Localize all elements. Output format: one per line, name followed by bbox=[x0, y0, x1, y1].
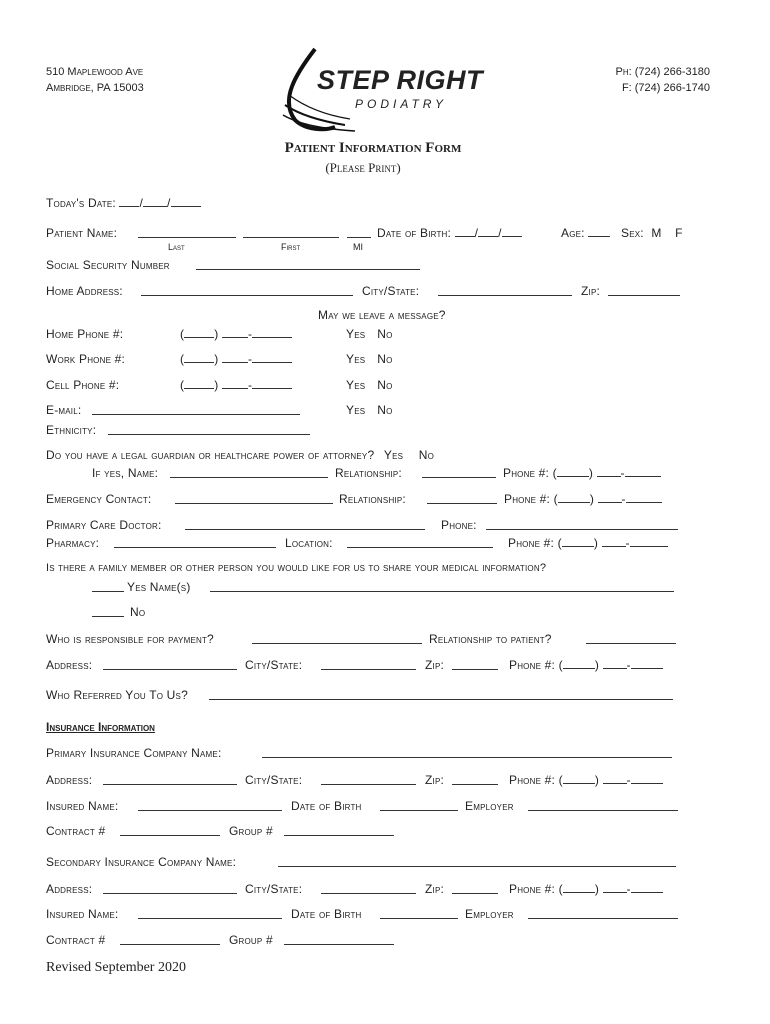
primary-ins-field[interactable] bbox=[262, 746, 672, 758]
primary-zip-field[interactable] bbox=[452, 773, 498, 785]
ethnicity-field[interactable] bbox=[108, 423, 310, 435]
mi-field[interactable] bbox=[347, 226, 371, 238]
revised-date: Revised September 2020 bbox=[46, 960, 186, 975]
secondary-phone-field[interactable]: ( ) - bbox=[559, 882, 663, 896]
secondary-dob-label: Date of Birth bbox=[291, 907, 362, 921]
sex-f-option[interactable]: F bbox=[675, 226, 683, 240]
rel-patient-field[interactable] bbox=[586, 632, 676, 644]
work-phone-field[interactable]: ( ) - bbox=[180, 352, 292, 366]
mi-label: MI bbox=[353, 242, 363, 252]
guardian-no-option[interactable]: No bbox=[418, 448, 435, 462]
primary-phone-row bbox=[509, 773, 663, 787]
resp-address-label: Address: bbox=[46, 658, 93, 672]
secondary-employer-label: Employer bbox=[465, 907, 514, 921]
resp-zip-label: Zip: bbox=[425, 658, 445, 672]
primary-employer-label: Employer bbox=[465, 799, 514, 813]
secondary-insured-field[interactable] bbox=[138, 907, 282, 919]
pharmacy-phone-label: Phone #: bbox=[508, 536, 555, 550]
secondary-city-label: City/State: bbox=[245, 882, 303, 896]
emergency-relationship-label: Relationship: bbox=[339, 492, 406, 506]
share-yes-names-label: Yes Name(s) bbox=[127, 580, 191, 594]
secondary-contract-label: Contract # bbox=[46, 933, 106, 947]
primary-employer-field[interactable] bbox=[528, 799, 678, 811]
pharmacy-field[interactable] bbox=[114, 536, 276, 548]
last-name-field[interactable] bbox=[138, 226, 236, 238]
secondary-ins-field[interactable] bbox=[278, 855, 676, 867]
sex-label: Sex: bbox=[621, 226, 644, 240]
share-names-field[interactable] bbox=[210, 580, 674, 592]
home-phone-msg bbox=[346, 327, 393, 341]
insurance-header: Insurance Information bbox=[46, 720, 155, 734]
home-no-option[interactable]: No bbox=[377, 327, 393, 341]
secondary-address-field[interactable] bbox=[103, 882, 237, 894]
referred-label: Who Referred You To Us? bbox=[46, 688, 188, 702]
todays-date-row: Today's Date: / / bbox=[46, 196, 201, 210]
primary-dob-field[interactable] bbox=[380, 799, 458, 811]
patient-name-label: Patient Name: bbox=[46, 226, 118, 240]
pharmacy-phone-field[interactable]: ( ) - bbox=[558, 536, 668, 550]
phone-number: Ph: (724) 266-3180 bbox=[615, 66, 710, 78]
secondary-ins-label: Secondary Insurance Company Name: bbox=[46, 855, 237, 869]
practice-address bbox=[46, 64, 144, 96]
pcp-field[interactable] bbox=[185, 518, 425, 530]
secondary-city-field[interactable] bbox=[321, 882, 416, 894]
responsible-field[interactable] bbox=[252, 632, 422, 644]
home-address-field[interactable] bbox=[141, 284, 353, 296]
secondary-address-label: Address: bbox=[46, 882, 93, 896]
resp-address-field[interactable] bbox=[103, 658, 237, 670]
first-name-field[interactable] bbox=[243, 226, 339, 238]
date-year-field[interactable] bbox=[171, 206, 201, 207]
guardian-relationship-field[interactable] bbox=[422, 466, 496, 478]
guardian-relationship-label: Relationship: bbox=[335, 466, 402, 480]
pcp-label: Primary Care Doctor: bbox=[46, 518, 162, 532]
primary-insured-label: Insured Name: bbox=[46, 799, 119, 813]
emergency-phone-field[interactable]: ( ) - bbox=[554, 492, 662, 506]
home-phone-field[interactable]: ( ) - bbox=[180, 327, 292, 341]
logo-title: STEP RIGHT bbox=[317, 65, 484, 95]
primary-city-label: City/State: bbox=[245, 773, 303, 787]
city-state-field[interactable] bbox=[438, 284, 572, 296]
dob-month-field[interactable] bbox=[455, 236, 475, 237]
resp-phone-row bbox=[509, 658, 663, 672]
home-yes-option[interactable]: Yes bbox=[346, 327, 366, 341]
pharmacy-phone-row bbox=[508, 536, 668, 550]
work-yes-option[interactable]: Yes bbox=[346, 352, 366, 366]
sex-m-option[interactable]: M bbox=[651, 226, 662, 240]
address-line1: 510 Maplewood Ave bbox=[46, 66, 144, 78]
logo-subtitle: PODIATRY bbox=[355, 97, 448, 111]
age-field[interactable] bbox=[588, 236, 610, 237]
work-phone-msg bbox=[346, 352, 393, 366]
email-yes-option[interactable]: Yes bbox=[346, 403, 366, 417]
primary-phone-field[interactable]: ( ) - bbox=[559, 773, 663, 787]
cell-yes-option[interactable]: Yes bbox=[346, 378, 366, 392]
pharmacy-label: Pharmacy: bbox=[46, 536, 100, 550]
secondary-zip-field[interactable] bbox=[452, 882, 498, 894]
secondary-phone-row bbox=[509, 882, 663, 896]
primary-contract-label: Contract # bbox=[46, 824, 106, 838]
emergency-relationship-field[interactable] bbox=[427, 492, 497, 504]
work-no-option[interactable]: No bbox=[377, 352, 393, 366]
primary-insured-field[interactable] bbox=[138, 799, 282, 811]
guardian-phone-row bbox=[503, 466, 661, 480]
city-state-label: City/State: bbox=[362, 284, 420, 298]
share-no-label: No bbox=[130, 605, 146, 619]
zip-label: Zip: bbox=[581, 284, 601, 298]
secondary-group-field[interactable] bbox=[284, 933, 394, 945]
primary-zip-label: Zip: bbox=[425, 773, 445, 787]
resp-city-label: City/State: bbox=[245, 658, 303, 672]
cell-phone-label: Cell Phone #: bbox=[46, 378, 120, 392]
share-no-field[interactable] bbox=[92, 605, 124, 617]
primary-address-label: Address: bbox=[46, 773, 93, 787]
share-question: Is there a family member or other person you would like for us to share your medical information? bbox=[46, 562, 547, 574]
ssn-field[interactable] bbox=[196, 258, 420, 270]
pcp-phone-field[interactable] bbox=[486, 518, 678, 530]
email-msg bbox=[346, 403, 393, 417]
first-label: First bbox=[281, 242, 301, 252]
primary-address-field[interactable] bbox=[103, 773, 237, 785]
guardian-question: Do you have a legal guardian or healthcare power of attorney? bbox=[46, 448, 375, 462]
primary-city-field[interactable] bbox=[321, 773, 416, 785]
cell-no-option[interactable]: No bbox=[377, 378, 393, 392]
resp-zip-field[interactable] bbox=[452, 658, 498, 670]
dob-row: Date of Birth: / / bbox=[377, 226, 522, 240]
step-right-logo bbox=[275, 45, 485, 135]
date-month-field[interactable] bbox=[119, 206, 139, 207]
ethnicity-label: Ethnicity: bbox=[46, 423, 97, 437]
primary-group-label: Group # bbox=[229, 824, 273, 838]
primary-group-field[interactable] bbox=[284, 824, 394, 836]
guardian-name-label: If yes, Name: bbox=[92, 466, 159, 480]
home-address-label: Home Address: bbox=[46, 284, 123, 298]
todays-date-label: Today's Date: bbox=[46, 196, 116, 210]
may-leave-message-label: May we leave a message? bbox=[318, 308, 446, 322]
address-line2: Ambridge, PA 15003 bbox=[46, 82, 144, 94]
pharmacy-location-field[interactable] bbox=[347, 536, 493, 548]
zip-field[interactable] bbox=[608, 284, 680, 296]
age-row bbox=[561, 226, 610, 240]
guardian-name-field[interactable] bbox=[170, 466, 328, 478]
secondary-dob-field[interactable] bbox=[380, 907, 458, 919]
guardian-phone-label: Phone #: bbox=[503, 466, 550, 480]
form-subtitle: (Please Print) bbox=[325, 160, 401, 175]
ssn-label: Social Security Number bbox=[46, 258, 170, 272]
resp-phone-label: Phone #: bbox=[509, 658, 556, 672]
primary-dob-label: Date of Birth bbox=[291, 799, 362, 813]
pcp-phone-label: Phone: bbox=[441, 518, 477, 532]
dob-label: Date of Birth: bbox=[377, 226, 452, 240]
practice-contact bbox=[616, 64, 710, 96]
secondary-contract-field[interactable] bbox=[120, 933, 220, 945]
primary-phone-label: Phone #: bbox=[509, 773, 556, 787]
secondary-group-label: Group # bbox=[229, 933, 273, 947]
age-label: Age: bbox=[561, 226, 585, 240]
email-label: E-mail: bbox=[46, 403, 82, 417]
emergency-label: Emergency Contact: bbox=[46, 492, 152, 506]
secondary-zip-label: Zip: bbox=[425, 882, 445, 896]
email-field[interactable] bbox=[92, 403, 300, 415]
guardian-yes-option[interactable]: Yes bbox=[383, 448, 404, 462]
responsible-label: Who is responsible for payment? bbox=[46, 632, 214, 646]
rel-patient-label: Relationship to patient? bbox=[429, 632, 552, 646]
form-title: Patient Information Form bbox=[284, 140, 462, 156]
secondary-employer-field[interactable] bbox=[528, 907, 678, 919]
resp-phone-field[interactable]: ( ) - bbox=[559, 658, 663, 672]
pharmacy-location-label: Location: bbox=[285, 536, 333, 550]
dob-day-field[interactable] bbox=[478, 236, 498, 237]
fax-number: F: (724) 266-1740 bbox=[621, 82, 710, 94]
guardian-phone-field[interactable]: ( ) - bbox=[553, 466, 661, 480]
primary-contract-field[interactable] bbox=[120, 824, 220, 836]
secondary-phone-label: Phone #: bbox=[509, 882, 556, 896]
share-yes-field[interactable] bbox=[92, 580, 124, 592]
primary-ins-label: Primary Insurance Company Name: bbox=[46, 746, 222, 760]
secondary-insured-label: Insured Name: bbox=[46, 907, 119, 921]
resp-city-field[interactable] bbox=[321, 658, 416, 670]
cell-phone-msg bbox=[346, 378, 393, 392]
email-no-option[interactable]: No bbox=[377, 403, 393, 417]
referred-field[interactable] bbox=[209, 688, 673, 700]
emergency-field[interactable] bbox=[175, 492, 333, 504]
work-phone-label: Work Phone #: bbox=[46, 352, 126, 366]
cell-phone-field[interactable]: ( ) - bbox=[180, 378, 292, 392]
emergency-phone-label: Phone #: bbox=[504, 492, 551, 506]
sex-row bbox=[621, 226, 683, 240]
dob-year-field[interactable] bbox=[502, 236, 522, 237]
guardian-row bbox=[46, 448, 434, 462]
home-phone-label: Home Phone #: bbox=[46, 327, 124, 341]
date-day-field[interactable] bbox=[143, 206, 167, 207]
last-label: Last bbox=[168, 242, 185, 252]
emergency-phone-row bbox=[504, 492, 662, 506]
